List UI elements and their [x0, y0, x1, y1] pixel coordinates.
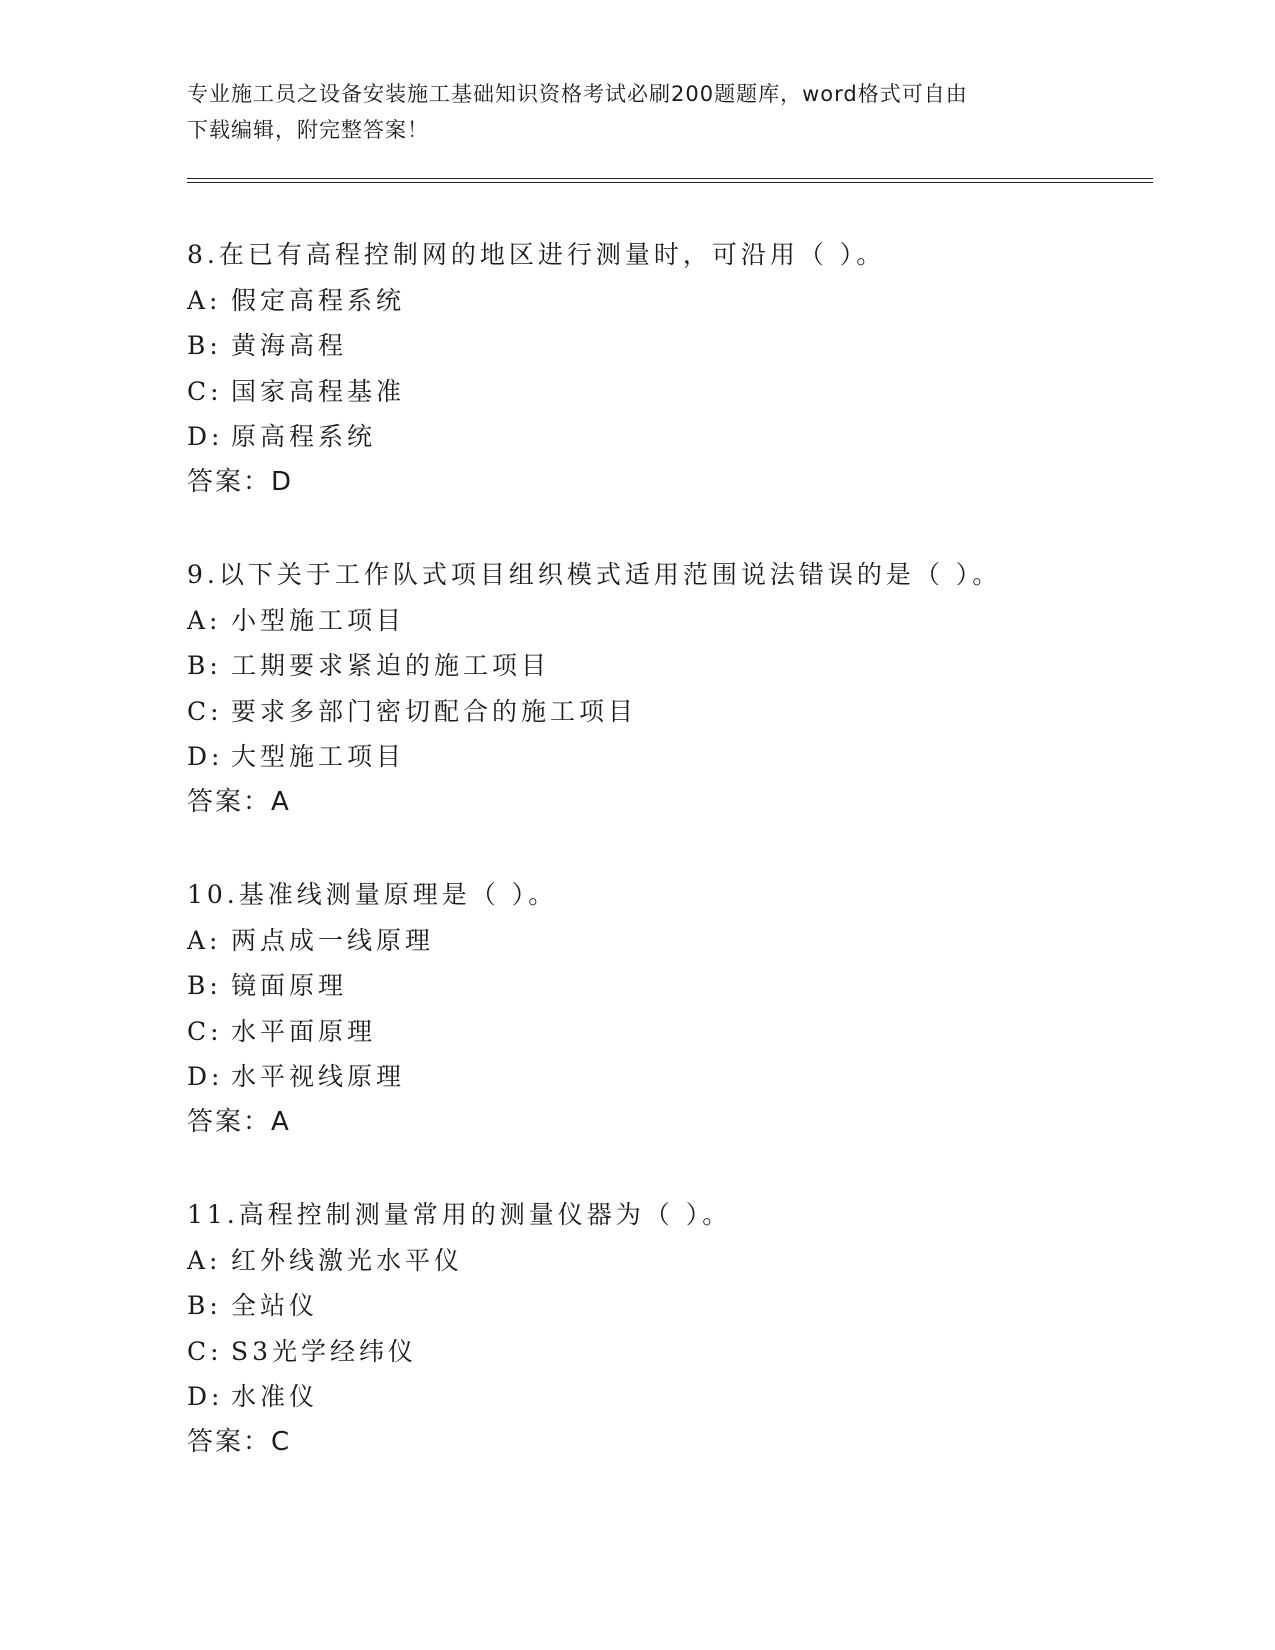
- option-c: [187, 1009, 1187, 1055]
- question-stem: 8.在已有高程控制网的地区进行测量时，可沿用（ ）。: [187, 240, 886, 269]
- option-letter: C:: [187, 696, 223, 726]
- option-text: 水准仪: [231, 1382, 319, 1412]
- option-d: [187, 1374, 1187, 1420]
- option-text: 水平视线原理: [231, 1062, 406, 1092]
- question-stem: 9.以下关于工作队式项目组织模式适用范围说法错误的是（ ）。: [187, 560, 1002, 589]
- option-text: 小型施工项目: [231, 605, 406, 635]
- option-a: [187, 278, 1187, 324]
- option-letter: C:: [187, 376, 223, 406]
- header-line-1: 专业施工员之设备安装施工基础知识资格考试必刷200题题库，word格式可自由: [187, 82, 968, 106]
- option-text: 两点成一线原理: [231, 925, 435, 955]
- option-text: 全站仪: [231, 1291, 319, 1321]
- option-letter: D:: [187, 1062, 224, 1092]
- option-letter: A:: [187, 1245, 222, 1275]
- option-text: 黄海高程: [231, 331, 348, 361]
- question-block: [187, 232, 1187, 506]
- option-letter: B:: [187, 1291, 222, 1321]
- option-c: [187, 369, 1187, 415]
- option-b: [187, 323, 1187, 369]
- option-text: 镜面原理: [231, 971, 348, 1001]
- option-letter: D:: [187, 1382, 224, 1412]
- answer-line: 答案：A: [187, 786, 291, 817]
- option-letter: B:: [187, 651, 222, 681]
- question-stem: 11.高程控制测量常用的测量仪器为（ ）。: [187, 1200, 732, 1229]
- question-block: [187, 872, 1187, 1146]
- option-a: [187, 598, 1187, 644]
- option-text: 红外线激光水平仪: [231, 1245, 464, 1275]
- option-text: 要求多部门密切配合的施工项目: [231, 696, 638, 726]
- option-text: 国家高程基准: [231, 376, 406, 406]
- option-text: 大型施工项目: [231, 742, 406, 772]
- option-letter: B:: [187, 971, 222, 1001]
- option-letter: C:: [187, 1016, 223, 1046]
- answer-line: 答案：D: [187, 466, 294, 497]
- option-letter: B:: [187, 331, 222, 361]
- question-stem: 10.基准线测量原理是（ ）。: [187, 880, 558, 909]
- option-text: S3光学经纬仪: [231, 1336, 418, 1366]
- document-header: [187, 76, 1067, 148]
- option-d: [187, 1054, 1187, 1100]
- question-block: [187, 1192, 1187, 1466]
- option-text: 假定高程系统: [231, 285, 406, 315]
- option-a: [187, 918, 1187, 964]
- header-divider: [187, 178, 1153, 183]
- option-text: 工期要求紧迫的施工项目: [231, 651, 551, 681]
- option-letter: D:: [187, 742, 224, 772]
- answer-line: 答案：A: [187, 1106, 291, 1137]
- option-c: [187, 1329, 1187, 1375]
- option-c: [187, 689, 1187, 735]
- option-text: 水平面原理: [231, 1016, 377, 1046]
- option-letter: A:: [187, 925, 222, 955]
- option-d: [187, 734, 1187, 780]
- option-letter: D:: [187, 422, 224, 452]
- answer-line: 答案：C: [187, 1426, 292, 1457]
- option-b: [187, 643, 1187, 689]
- option-b: [187, 1283, 1187, 1329]
- question-block: [187, 552, 1187, 826]
- option-a: [187, 1238, 1187, 1284]
- option-b: [187, 963, 1187, 1009]
- option-text: 原高程系统: [231, 422, 377, 452]
- option-letter: A:: [187, 605, 222, 635]
- option-letter: A:: [187, 285, 222, 315]
- header-line-2: 下载编辑，附完整答案！: [187, 118, 429, 142]
- option-letter: C:: [187, 1336, 223, 1366]
- option-d: [187, 414, 1187, 460]
